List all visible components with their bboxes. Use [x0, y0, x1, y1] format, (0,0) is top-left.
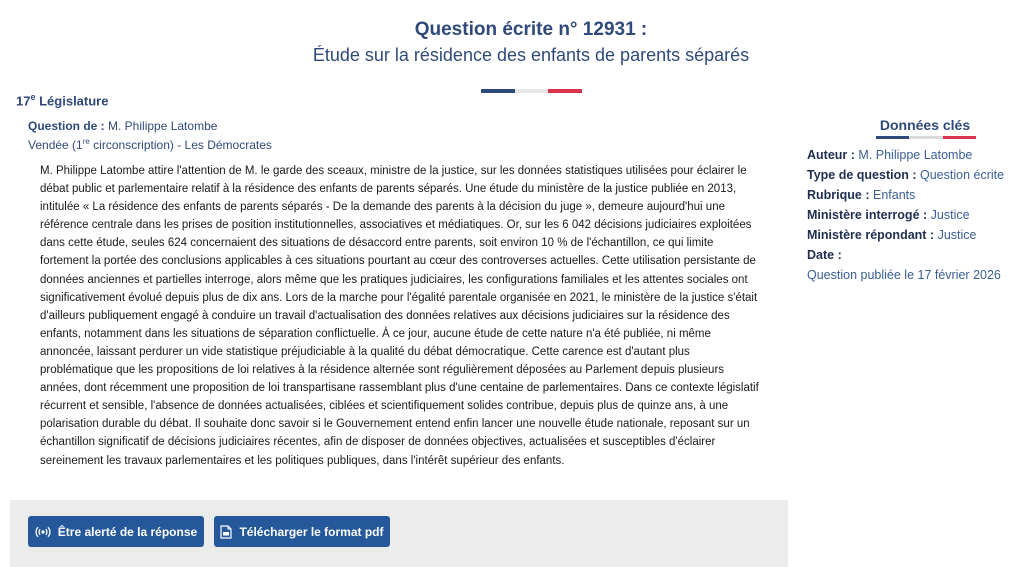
question-author — [28, 119, 217, 133]
key-data-date — [807, 248, 842, 262]
alert-button-label: Être alerté de la réponse — [57, 524, 198, 539]
author-label: Question de : — [28, 119, 105, 133]
alert-response-button[interactable] — [28, 516, 204, 547]
key-data-min-repondant-label: Ministère répondant : — [807, 228, 935, 242]
legislature-heading — [16, 92, 108, 108]
key-data-ministere-repondant — [807, 228, 976, 242]
key-data-type-value: Question écrite — [919, 168, 1005, 182]
page-title-block — [0, 18, 1024, 67]
circonscription — [28, 137, 272, 152]
pdf-file-icon — [220, 525, 232, 539]
download-pdf-button[interactable] — [214, 516, 390, 547]
key-data-author — [807, 148, 972, 162]
key-data-type — [807, 168, 1004, 182]
key-data-ministere-interroge — [807, 208, 970, 222]
question-body: M. Philippe Latombe attire l'attention de M. le garde des sceaux, ministre de la justice, sur les données statistiques utilisées pour éclairer le débat public et parlementaire relatif à la résidence des enfants de parents séparés. Une étude du ministère de la justice publiée en 2013, intitulée « La résidence des enfants de parents séparés - De la demande des parents à la décision du juge », demeure aujourd'hui une référence centrale dans les prises de position institutionnelles, associatives et médiatiques. Or, sur les 6 042 décisions judiciaires exploitées dans cette étude, seules 624 concernaient des situations de désaccord entre parents, soit environ 10 % de l'échantillon, ce qui limite fortement la portée des conclusions applicables à ces situations pourtant au cœur des controverses actuelles. Cette utilisation persistante de données anciennes et partielles interroge, alors même que les pratiques judiciaires, les configurations familiales et les attentes sociales ont significativement évolué depuis plus de dix ans. Lors de la marche pour l'égalité parentale organisée en 2021, le ministère de la justice s'était d'ailleurs publiquement engagé à conduire un travail d'actualisation des données relatives aux décisions judiciaires sur la résidence des enfants, notamment dans les situations de séparation conflictuelle. À ce jour, aucune étude de cette nature n'a été publiée, ni même annoncée, laissant perdurer un vide statistique préjudiciable à la qualité du débat démocratique. Cette carence est d'autant plus problématique que les propositions de loi relatives à la résidence alternée sont régulièrement déposées au Parlement depuis plusieurs années, dont récemment une proposition de loi transpartisane rassemblant plus d'une centaine de parlementaires. Dans ce contexte législatif récurrent et sensible, l'absence de données actualisées, ciblées et scientifiquement solides contribue, depuis plus de quinze ans, à une polarisation durable du débat. Il souhaite donc savoir si le Gouvernement entend enfin lancer une nouvelle étude nationale, reposant sur un échantillon significatif de décisions judiciaires récentes, afin de disposer de données objectives, actualisées et susceptibles d'éclairer sereinement les travaux parlementaires et les politiques publiques, dans l'intérêt supérieur des enfants. — [40, 165, 759, 467]
author-name: M. Philippe Latombe — [108, 119, 218, 133]
legislature-sup: e — [30, 92, 36, 102]
circ-prefix: Vendée (1 — [28, 138, 83, 152]
key-data-title: Données clés — [879, 117, 971, 133]
key-data-rubrique-label: Rubrique : — [807, 188, 870, 202]
key-data-type-label: Type de question : — [807, 168, 917, 182]
key-data-min-repondant-link[interactable]: Justice — [937, 228, 977, 242]
key-data-date-text: Question publiée le 17 février 2026 — [807, 268, 1001, 282]
broadcast-icon — [35, 526, 51, 538]
key-data-rubrique — [807, 188, 915, 202]
key-data-min-interroge-link[interactable]: Justice — [930, 208, 970, 222]
circ-sup: re — [82, 137, 90, 146]
key-data-author-link[interactable]: M. Philippe Latombe — [858, 148, 973, 162]
tricolor-divider — [481, 89, 582, 93]
key-data-underline — [876, 136, 976, 139]
key-data-date-value — [807, 268, 1001, 282]
legislature-number: 17 — [16, 93, 31, 109]
key-data-min-interroge-label: Ministère interrogé : — [807, 208, 928, 222]
pdf-button-label: Télécharger le format pdf — [239, 524, 384, 539]
question-subtitle: Étude sur la résidence des enfants de parents séparés — [312, 45, 750, 65]
question-title: Question écrite n° 12931 : — [414, 19, 648, 40]
legislature-label: Législature — [39, 93, 109, 109]
key-data-date-label: Date : — [807, 248, 842, 262]
circ-suffix: circonscription) - Les Démocrates — [89, 138, 272, 152]
key-data-author-label: Auteur : — [807, 148, 855, 162]
key-data-rubrique-value: Enfants — [872, 188, 916, 202]
